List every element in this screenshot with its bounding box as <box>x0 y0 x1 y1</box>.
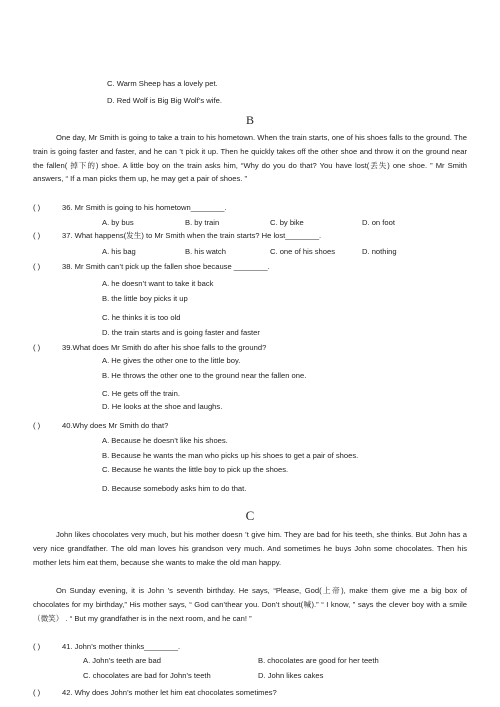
q36-option-d: D. on foot <box>362 218 395 227</box>
answer-blank-42[interactable]: ( ) <box>33 688 41 697</box>
q37-option-c: C. one of his shoes <box>270 247 336 256</box>
answer-blank-41[interactable]: ( ) <box>33 642 41 651</box>
q39-option-c: C. He gets off the train. <box>102 389 180 398</box>
q41-option-c: C. chocolates are bad for John’s teeth <box>83 671 211 680</box>
q36-option-c: C. by bike <box>270 218 304 227</box>
section-b-passage: One day, Mr Smith is going to take a train to his hometown. When the train starts, one of his shoes falls to the ground. The train is going faster and faster, and he can ’t pick it up. Then he quickly takes off the other shoe and throw it on the ground near the fallen( 掉下的) shoe. A little boy on the train asks him, “Why do you do that? You have lost(丢失) one shoe. ” Mr Smith answers, “ If a man picks them up, he may get a pair of shoes. ” <box>33 133 467 184</box>
question-39: 39.What does Mr Smith do after his shoe falls to the ground? <box>62 343 267 352</box>
section-c-paragraph-2: On Sunday evening, it is John ’s seventh birthday. He says, “Please, God(上帝), make them give me a big box of chocolates for my birthday,” His mother says, “ God can’thear you. Don’t shout(喊).” “ I know, ” says the clever boy with a smile（微笑） . “ But my grandfather is in the next room, and he can! ” <box>33 586 467 623</box>
answer-blank-38[interactable]: ( ) <box>33 262 41 271</box>
q40-option-d: D. Because somebody asks him to do that. <box>102 484 247 493</box>
answer-blank-36[interactable]: ( ) <box>33 203 41 212</box>
q41-option-b: B. chocolates are good for her teeth <box>258 656 379 665</box>
q37-option-a: A. his bag <box>102 247 136 256</box>
q39-option-b: B. He throws the other one to the ground near the fallen one. <box>102 371 307 380</box>
question-41: 41. John’s mother thinks________. <box>62 642 181 651</box>
q40-option-a: A. Because he doesn’t like his shoes. <box>102 436 228 445</box>
q36-option-b: B. by train <box>185 218 220 227</box>
answer-blank-39[interactable]: ( ) <box>33 343 41 352</box>
question-36: 36. Mr Smith is going to his hometown________. <box>62 203 227 212</box>
question-40: 40.Why does Mr Smith do that? <box>62 421 169 430</box>
section-b-heading: B <box>245 113 254 127</box>
section-c-heading: C <box>245 508 255 523</box>
answer-blank-37[interactable]: ( ) <box>33 231 41 240</box>
q36-option-a: A. by bus <box>102 218 134 227</box>
q41-option-a: A. John’s teeth are bad <box>83 656 161 665</box>
section-c-paragraph-1: John likes chocolates very much, but his mother doesn ’t give him. They are bad for his teeth, she thinks. But John has a very nice grandfather. The old man loves his grandson very much. And sometimes he buys John some chocolates. Then his mother lets him eat them, because she wants to make the old man happy. <box>33 530 467 567</box>
q37-option-d: D. nothing <box>362 247 397 256</box>
answer-blank-40[interactable]: ( ) <box>33 421 41 430</box>
q41-option-d: D. John likes cakes <box>258 671 324 680</box>
q37-option-b: B. his watch <box>185 247 226 256</box>
q38-option-c: C. he thinks it is too old <box>102 313 181 322</box>
q39-option-d: D. He looks at the shoe and laughs. <box>102 402 223 411</box>
question-37: 37. What happens(发生) to Mr Smith when the train starts? He lost________. <box>62 231 322 240</box>
q40-option-b: B. Because he wants the man who picks up his shoes to get a pair of shoes. <box>102 451 359 460</box>
question-38: 38. Mr Smith can’t pick up the fallen shoe because ________. <box>62 262 270 271</box>
q38-option-b: B. the little boy picks it up <box>102 294 188 303</box>
q38-option-a: A. he doesn’t want to take it back <box>102 279 214 288</box>
question-42: 42. Why does John’s mother let him eat chocolates sometimes? <box>62 688 277 697</box>
top-option-c: C. Warm Sheep has a lovely pet. <box>107 79 218 88</box>
q39-option-a: A. He gives the other one to the little boy. <box>102 356 241 365</box>
q38-option-d: D. the train starts and is going faster and faster <box>102 328 260 337</box>
q40-option-c: C. Because he wants the little boy to pick up the shoes. <box>102 465 289 474</box>
top-option-d: D. Red Wolf is Big Big Wolf’s wife. <box>107 96 222 105</box>
